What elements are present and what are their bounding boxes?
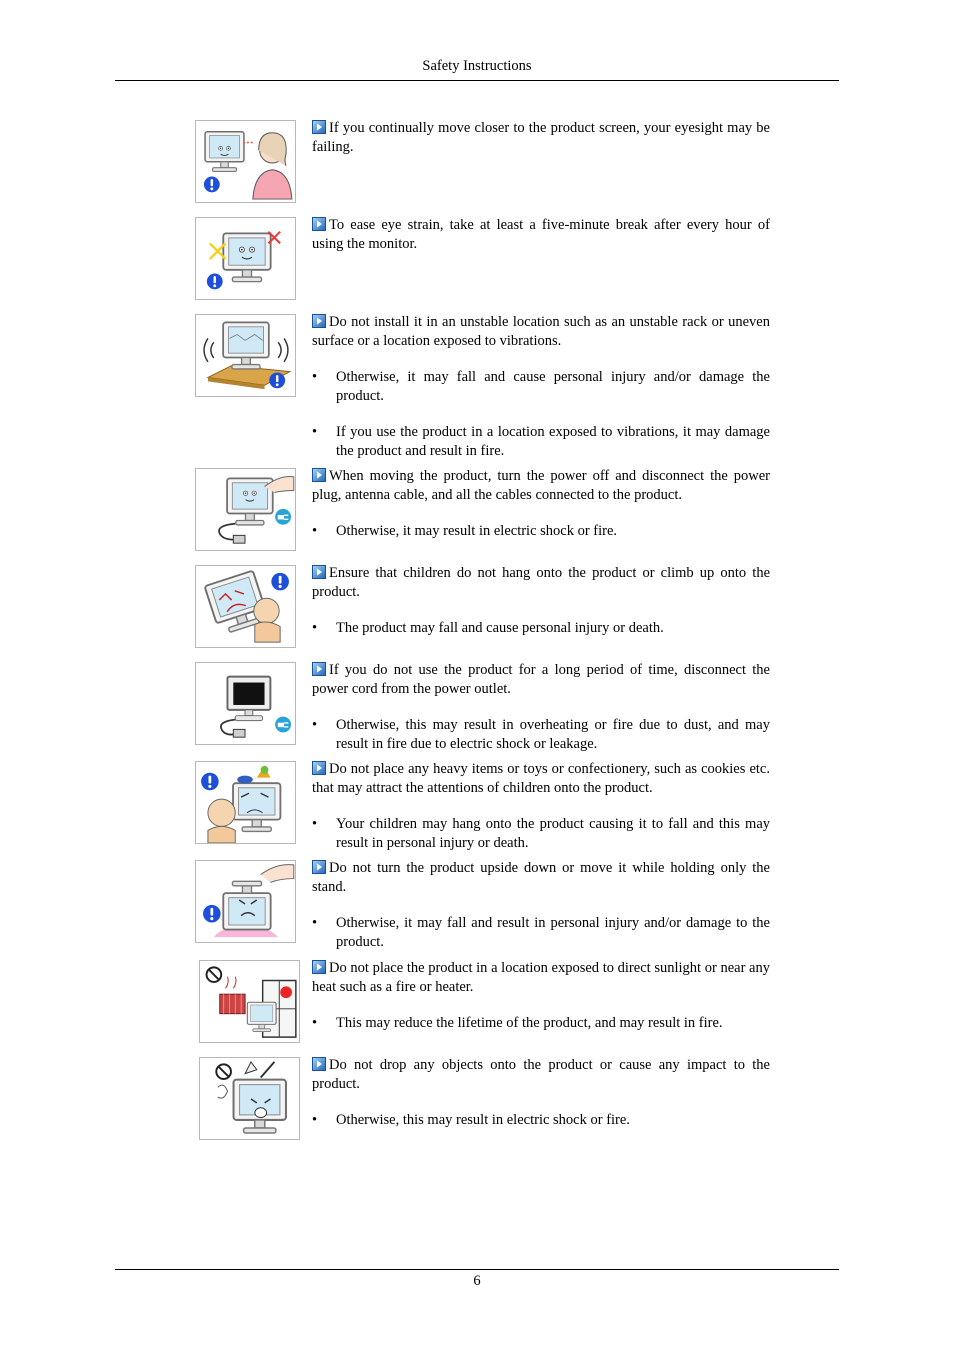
safety-item-text xyxy=(312,760,770,853)
bullet-item xyxy=(312,522,770,541)
safety-item-bullets xyxy=(312,914,770,952)
play-marker-icon xyxy=(312,468,329,484)
safety-item-bullets xyxy=(312,619,770,638)
bullet-text: Otherwise, it may fall and cause personal injury and/or damage the product. xyxy=(336,369,770,404)
bullet-dot-icon: • xyxy=(312,1112,318,1128)
footer-rule xyxy=(115,1269,839,1270)
play-marker-icon xyxy=(312,860,329,876)
safety-item-lead xyxy=(312,467,770,505)
play-marker-icon xyxy=(312,761,329,777)
safety-item-lead xyxy=(312,119,770,157)
bullet-text: This may reduce the lifetime of the product, and may result in fire. xyxy=(336,1015,723,1031)
heavy-items-on-top-icon xyxy=(195,761,296,844)
unstable-location-icon xyxy=(195,314,296,397)
safety-item-lead-text: If you continually move closer to the product screen, your eyesight may be failing. xyxy=(312,120,770,155)
bullet-item xyxy=(312,716,770,754)
bullet-text: Otherwise, this may result in overheating or fire due to dust, and may result in fire due to electric shock or leakage. xyxy=(336,717,770,752)
safety-item-lead-text: Do not place any heavy items or toys or confectionery, such as cookies etc. that may attract the attentions of children onto the product. xyxy=(312,761,770,796)
safety-item-text xyxy=(312,661,770,754)
bullet-item xyxy=(312,423,770,461)
bullet-text: The product may fall and cause personal injury or death. xyxy=(336,620,664,636)
safety-item-lead xyxy=(312,859,770,897)
eye-strain-break-icon xyxy=(195,217,296,300)
bullet-text: Otherwise, it may fall and result in personal injury and/or damage to the product. xyxy=(336,915,770,950)
safety-item-lead xyxy=(312,661,770,699)
bullet-item xyxy=(312,815,770,853)
safety-item-text xyxy=(312,859,770,952)
safety-item-text xyxy=(312,564,770,638)
page-number: 6 xyxy=(473,1273,481,1289)
safety-item-lead-text: Ensure that children do not hang onto the product or climb up onto the product. xyxy=(312,565,770,600)
safety-item-bullets xyxy=(312,716,770,754)
bullet-dot-icon: • xyxy=(312,1015,318,1031)
bullet-dot-icon: • xyxy=(312,717,318,733)
safety-item-lead xyxy=(312,959,770,997)
safety-item-text xyxy=(312,959,770,1033)
play-marker-icon xyxy=(312,217,329,233)
play-marker-icon xyxy=(312,120,329,136)
disconnect-before-moving-icon xyxy=(195,468,296,551)
safety-item-text xyxy=(312,467,770,541)
safety-item-lead xyxy=(312,313,770,351)
bullet-item xyxy=(312,1014,770,1033)
bullet-item xyxy=(312,619,770,638)
play-marker-icon xyxy=(312,662,329,678)
bullet-dot-icon: • xyxy=(312,816,318,832)
safety-item-lead-text: Do not drop any objects onto the product or cause any impact to the product. xyxy=(312,1057,770,1092)
bullet-dot-icon: • xyxy=(312,915,318,931)
header-rule xyxy=(115,80,839,81)
safety-item-lead xyxy=(312,216,770,254)
bullet-dot-icon: • xyxy=(312,620,318,636)
play-marker-icon xyxy=(312,1057,329,1073)
safety-item-lead xyxy=(312,564,770,602)
bullet-item xyxy=(312,1111,770,1130)
safety-item-lead-text: Do not install it in an unstable location such as an unstable rack or uneven surface or a location exposed to vibrations. xyxy=(312,314,770,349)
sunlight-heater-icon xyxy=(199,960,300,1043)
safety-item-lead-text: Do not turn the product upside down or move it while holding only the stand. xyxy=(312,860,770,895)
safety-item-lead xyxy=(312,1056,770,1094)
children-climbing-icon xyxy=(195,565,296,648)
safety-item-bullets xyxy=(312,1014,770,1033)
play-marker-icon xyxy=(312,565,329,581)
safety-item-text xyxy=(312,216,770,254)
safety-item-text xyxy=(312,119,770,157)
safety-item-text xyxy=(312,1056,770,1130)
bullet-item xyxy=(312,914,770,952)
bullet-text: If you use the product in a location exposed to vibrations, it may damage the product and result in fire. xyxy=(336,424,770,459)
object-impact-icon xyxy=(199,1057,300,1140)
safety-item-lead-text: When moving the product, turn the power off and disconnect the power plug, antenna cable, and all the cables connected to the product. xyxy=(312,468,770,503)
safety-item-bullets xyxy=(312,1111,770,1130)
unplug-long-period-icon xyxy=(195,662,296,745)
safety-item-lead-text: If you do not use the product for a long period of time, disconnect the power cord from the power outlet. xyxy=(312,662,770,697)
bullet-text: Otherwise, this may result in electric shock or fire. xyxy=(336,1112,630,1128)
bullet-item xyxy=(312,368,770,406)
safety-item-bullets xyxy=(312,522,770,541)
bullet-text: Your children may hang onto the product causing it to fall and this may result in personal injury or death. xyxy=(336,816,770,851)
upside-down-stand-icon xyxy=(195,860,296,943)
play-marker-icon xyxy=(312,314,329,330)
bullet-dot-icon: • xyxy=(312,424,318,440)
safety-item-text xyxy=(312,313,770,461)
bullet-text: Otherwise, it may result in electric shock or fire. xyxy=(336,523,618,539)
play-marker-icon xyxy=(312,960,329,976)
close-to-screen-icon xyxy=(195,120,296,203)
safety-item-bullets xyxy=(312,368,770,461)
safety-item-lead xyxy=(312,760,770,798)
safety-item-lead-text: Do not place the product in a location exposed to direct sunlight or near any heat such as a fire or heater. xyxy=(312,960,770,995)
bullet-dot-icon: • xyxy=(312,369,318,385)
bullet-dot-icon: • xyxy=(312,523,318,539)
safety-item-bullets xyxy=(312,815,770,853)
safety-item-lead-text: To ease eye strain, take at least a five-minute break after every hour of using the monitor. xyxy=(312,217,770,252)
header-title: Safety Instructions xyxy=(422,58,532,74)
